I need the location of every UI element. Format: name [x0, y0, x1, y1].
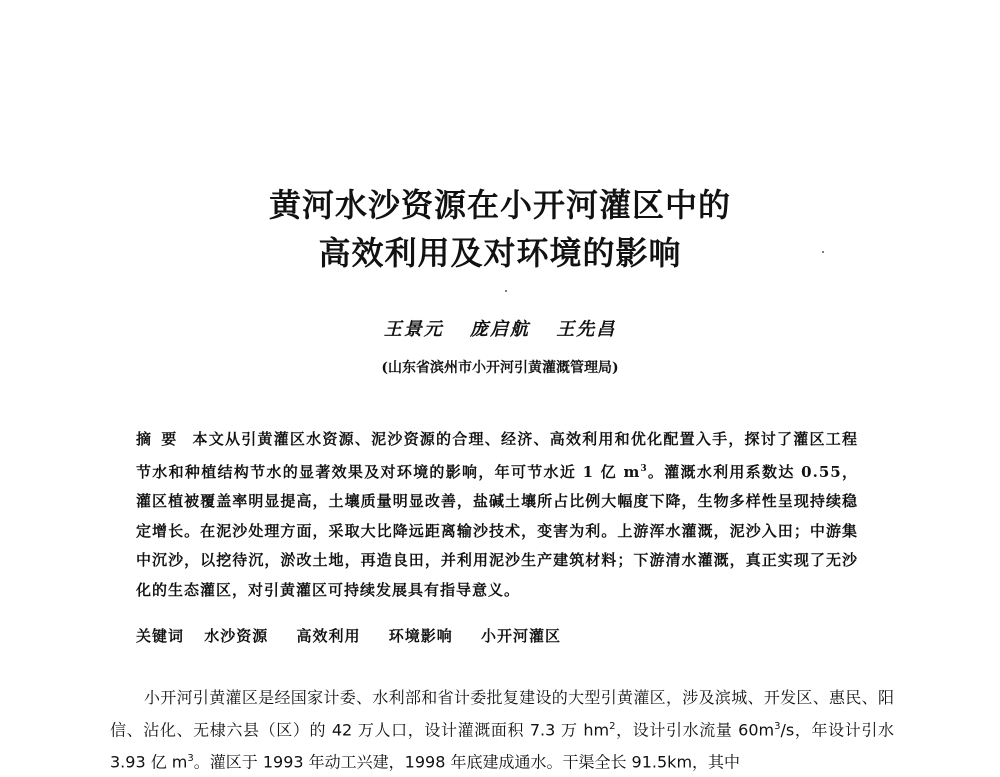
- keyword-item: 水沙资源: [204, 627, 269, 645]
- abstract-label: 摘要: [136, 430, 187, 448]
- body-paragraph: [110, 683, 894, 777]
- abstract-text: 本文从引黄灌区水资源、泥沙资源的合理、经济、高效利用和优化配置入手，探讨了灌区工程节水和种植结构节水的显著效果及对环境的影响，年可节水近 1 亿 m: [136, 430, 858, 481]
- abstract-text-cont: 。灌溉水利用系数达 0.55，灌区植被覆盖率明显提高，土壤质量明显改善，盐碱土壤所占比例大幅度下降，生物多样性呈现持续稳定增长。在泥沙处理方面，采取大比降远距离输沙技术，变害为利。上游浑水灌溉，泥沙入田；中游集中沉沙，以挖待沉，淤改土地，再造良田，并利用泥沙生产建筑材料；下游清水灌溉，真正实现了无沙化的生态灌区，对引黄灌区可持续发展具有指导意义。: [136, 462, 858, 599]
- abstract-superscript: 3: [640, 463, 648, 474]
- keyword-item: 环境影响: [388, 627, 453, 645]
- body-text: 。灌区于 1993 年动工兴建，1998 年底建成通水。干渠全长 91.5km，其中: [193, 752, 741, 772]
- body-text: 小开河引黄灌区是经国家计委、水利部和省计委批复建设的大型引黄灌区，涉及滨城、开发区、惠民、阳信、沾化、无棣六县（区）的 42 万人口，设计灌溉面积 7.3 万 hm: [110, 688, 894, 740]
- body-text: ，设计引水流量 60m: [615, 720, 775, 740]
- body-text: /s，年设计引水 3.93 亿 m: [110, 720, 894, 772]
- keyword-item: 小开河灌区: [481, 627, 562, 645]
- body-superscript: 2: [609, 721, 616, 732]
- paper-title-line2: 高效利用及对环境的影响: [318, 234, 682, 272]
- body-superscript: 3: [774, 721, 781, 732]
- keyword-item: 高效利用: [296, 627, 361, 645]
- body-superscript: 3: [187, 753, 194, 765]
- paper-title-line1: 黄河水沙资源在小开河灌区中的: [268, 186, 731, 224]
- author-list: 王景元 庞启航 王先昌: [383, 319, 617, 340]
- scan-speck: [505, 290, 507, 292]
- affiliation: (山东省滨州市小开河引黄灌溉管理局): [381, 360, 619, 376]
- abstract: [136, 425, 858, 605]
- keywords-label: 关键词: [136, 627, 185, 645]
- scan-speck: [822, 251, 824, 253]
- keywords: [136, 625, 858, 646]
